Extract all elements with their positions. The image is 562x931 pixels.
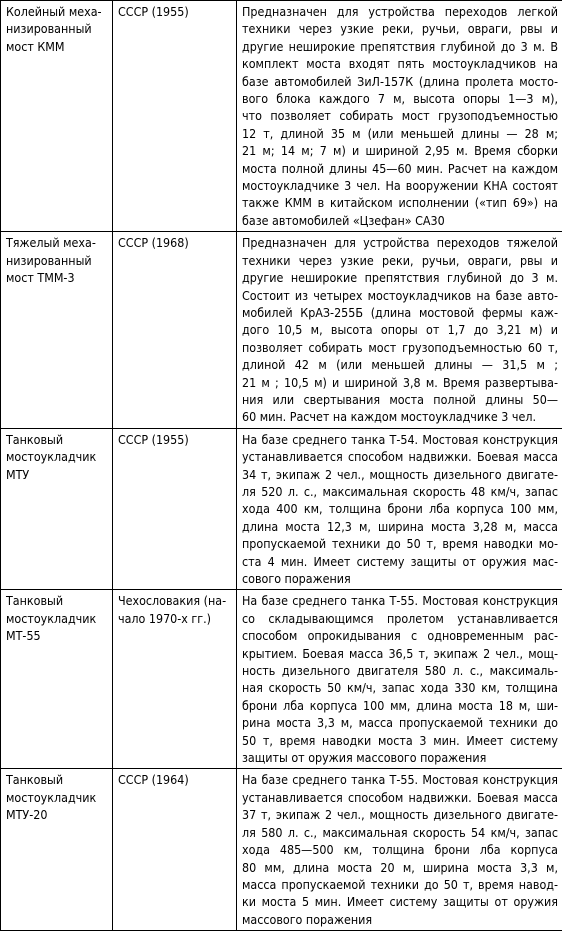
text-line: мост ТММ-3 [6,269,108,286]
text-line: защиты от оружия массового поражения [242,749,558,766]
text-line: СССР (1955) [118,3,232,20]
text-line: Танковый [6,592,108,609]
text-line: низированный [6,252,108,269]
equipment-name-cell [1,769,113,931]
text-line: ля 580 л. с., максимальная скорость 54 км/ч, запас [242,824,558,841]
equipment-name-cell [1,232,113,428]
text-line: Танковый [6,431,108,448]
text-line: устанавливается способом надвижки. Боевая масса [242,789,558,806]
text-line: способом опрокидывания с одновременным рас- [242,627,558,644]
text-line: Колейный меха- [6,3,108,20]
text-line: ность дизельного двигателя 580 л. с., максималь- [242,662,558,679]
text-line: На базе среднего танка Т-55. Мостовая конструкция [242,771,558,788]
text-line: СССР (1964) [118,771,232,788]
text-line: Предназначен для устройства переходов легкой [242,3,558,20]
text-line: Тяжелый меха- [6,234,108,251]
text-line: со складывающимся пролетом устанавливается [242,610,558,627]
text-line: масса пропускаемой техники до 50 т, время навод- [242,876,558,893]
text-line: 50 т, время наводки моста 3 мин. Имеет систему [242,732,558,749]
text-line: пропускаемой техники до 50 т, время наводки мо- [242,535,558,552]
text-line: СССР (1968) [118,234,232,251]
text-line: Чехословакия (на- [118,592,232,609]
text-line: длиной 42 м (или меньшей длины — 31,5 м ; [242,356,558,373]
description-cell [237,590,562,769]
text-line: ста 4 мин. Имеет систему защиты от оружия мас- [242,553,558,570]
country-year-cell [113,428,237,590]
text-line: техники через узкие реки, ручьи, овраги, рвы и [242,252,558,269]
text-line: На базе среднего танка Т-54. Мостовая конструкция [242,431,558,448]
table-row [1,428,562,590]
text-line: мостоукладчик [6,789,108,806]
text-line: 21 м; 14 м; 7 м) и шириной 2,95 м. Время сборки [242,142,558,159]
text-line: 60 мин. Расчет на каждом мостоукладчике 3 чел. [242,408,558,425]
text-line: вого блока каждого 7 м, высота опоры 1—3 м), [242,90,558,107]
text-line: брони лба корпуса 100 мм, длина моста 18 м, ши- [242,697,558,714]
text-line: массового поражения [242,911,558,928]
description-cell [237,1,562,232]
text-line: дого 10,5 м, высота опоры от 1,7 до 3,21 м) и [242,321,558,338]
table-row [1,590,562,769]
text-line: 80 мм, длина моста 20 м, ширина моста 3,3 м, [242,859,558,876]
table-row [1,232,562,428]
text-line: хода 485—500 км, толщина брони лба корпуса [242,841,558,858]
text-line: СССР (1955) [118,431,232,448]
text-line: базе автомобилей ЗиЛ-157К (длина пролета мосто- [242,73,558,90]
text-line: сового поражения [242,570,558,587]
text-line: На базе среднего танка Т-55. Мостовая конструкция [242,592,558,609]
text-line: устанавливается способом надвижки. Боевая масса [242,448,558,465]
text-line: мостоукладчик [6,610,108,627]
text-line: моста полной длины 45—60 мин. Расчет на каждом [242,160,558,177]
text-line: базе автомобилей «Цзефан» СА30 [242,212,558,229]
text-line: 21 м ; 10,5 м) и шириной 3,8 м. Время развертыва- [242,374,558,391]
description-cell [237,769,562,931]
text-line: мобилей КрАЗ-255Б (длина мостовой фермы каж- [242,304,558,321]
text-line: хода 400 км, толщина брони лба корпуса 100 мм, [242,500,558,517]
text-line: ля 520 л. с., максимальная скорость 48 км/ч, запас [242,483,558,500]
country-year-cell [113,769,237,931]
text-line: низированный [6,20,108,37]
country-year-cell [113,232,237,428]
text-line: что позволяет собирать мост грузоподъемностью [242,107,558,124]
equipment-name-cell [1,590,113,769]
text-line: другие неширокие препятствия глубиной до 3 м. [242,269,558,286]
text-line: МТ-55 [6,627,108,644]
text-line: ния или свертывания моста полной длины 50— [242,391,558,408]
text-line: 12 т, длиной 35 м (или меньшей длины — 28 м; [242,125,558,142]
text-line: 34 т, экипаж 2 чел., мощность дизельного двигате- [242,466,558,483]
equipment-name-cell [1,1,113,232]
text-line: другие неширокие препятствия глубиной до 3 м. В [242,38,558,55]
text-line: мостоукладчике 3 чел. На вооружении КНА состоят [242,177,558,194]
equipment-name-cell [1,428,113,590]
text-line: позволяет собирать мост грузоподъемностью 60 т, [242,339,558,356]
description-cell [237,232,562,428]
text-line: комплект моста входят пять мостоукладчиков на [242,55,558,72]
text-line: Танковый [6,771,108,788]
country-year-cell [113,590,237,769]
table-row [1,769,562,931]
text-line: МТУ-20 [6,806,108,823]
table-body [1,1,562,931]
text-line: Предназначен для устройства переходов тяжелой [242,234,558,251]
text-line: также КММ в китайском исполнении («тип 69») на [242,194,558,211]
text-line: рина моста 3,3 м, масса пропускаемой техники до [242,714,558,731]
text-line: ная скорость 50 км/ч, запас хода 330 км, толщина [242,679,558,696]
text-line: крытием. Боевая масса 36,5 т, экипаж 2 чел., мощ- [242,645,558,662]
country-year-cell [113,1,237,232]
text-line: техники через узкие реки, ручьи, овраги, рвы и [242,20,558,37]
text-line: ки моста 5 мин. Имеет систему защиты от оружия [242,893,558,910]
text-line: чало 1970-х гг.) [118,610,232,627]
text-line: мост КММ [6,38,108,55]
table-row [1,1,562,232]
text-line: МТУ [6,466,108,483]
text-line: мостоукладчик [6,448,108,465]
text-line: длина моста 12,3 м, ширина моста 3,28 м, масса [242,518,558,535]
text-line: 37 т, экипаж 2 чел., мощность дизельного двигате- [242,806,558,823]
description-cell [237,428,562,590]
text-line: Состоит из четырех мостоукладчиков на базе авто- [242,287,558,304]
